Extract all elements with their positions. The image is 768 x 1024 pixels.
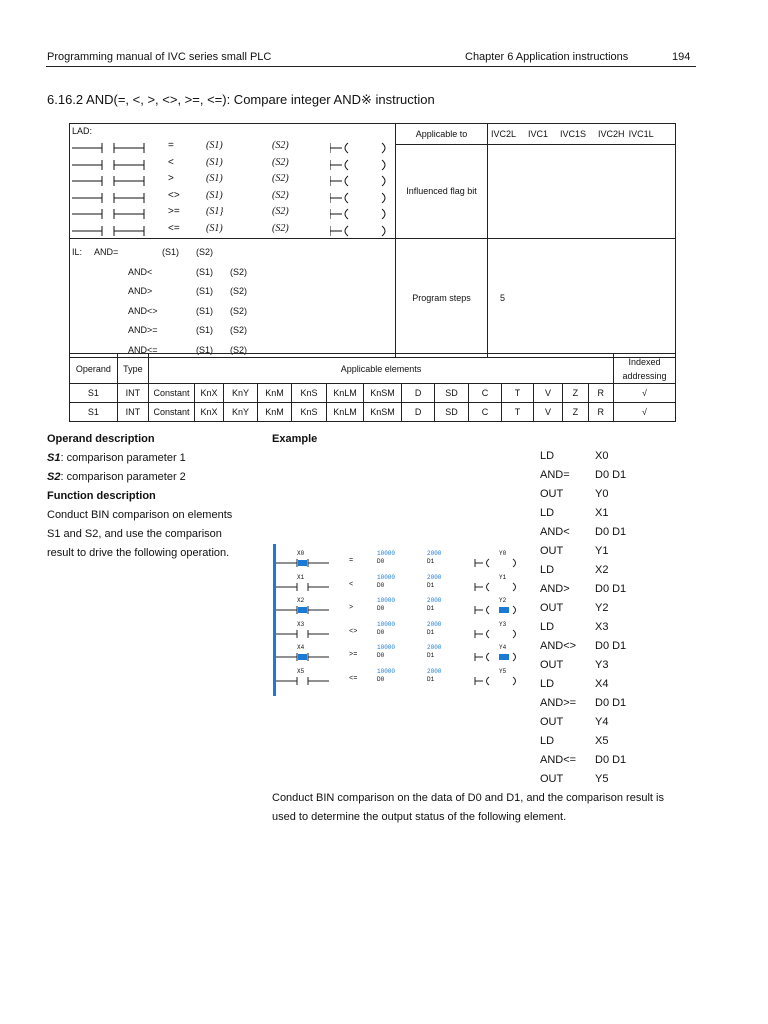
- lad-s1: (S1}: [206, 206, 224, 217]
- operand-row: [70, 403, 676, 422]
- operand-cell: KnLM: [326, 384, 364, 403]
- influenced-flag-label: Influenced flag bit: [396, 144, 488, 238]
- lad-operator: <: [168, 156, 174, 168]
- operand-cell: KnX: [194, 384, 223, 403]
- rung-input-label: X0: [297, 550, 305, 557]
- ladder-example: [273, 544, 533, 699]
- function-description-heading: Function description: [47, 490, 156, 502]
- rung-value-2: 2000: [427, 667, 442, 675]
- rung-device-2: D1: [427, 652, 435, 659]
- s2-description: [47, 468, 186, 487]
- rung-device-2: D1: [427, 628, 435, 636]
- influenced-flag-value: [488, 144, 676, 238]
- il-s1: (S1): [196, 325, 214, 335]
- operand-cell: KnSM: [364, 403, 402, 422]
- instruction-mnemonic: AND>: [540, 583, 570, 595]
- instruction-operand: X0: [595, 450, 609, 462]
- rung-operator: <=: [349, 674, 358, 683]
- rung-device-1: D0: [377, 581, 385, 589]
- il-s1: (S1): [196, 344, 214, 355]
- il-s1: (S1): [196, 305, 214, 316]
- operand-cell: KnY: [224, 403, 257, 422]
- lad-row: [70, 190, 395, 206]
- operand-cell: SD: [435, 384, 468, 403]
- instruction-operand: X4: [595, 678, 609, 690]
- instruction-mnemonic: LD: [540, 507, 555, 519]
- lad-row: [70, 157, 395, 173]
- il-instruction: AND<=: [128, 344, 158, 355]
- rung-value-2: 2000: [427, 620, 442, 628]
- s1-description: [47, 449, 186, 468]
- s2-text: : comparison parameter 2: [60, 471, 186, 483]
- model-ivc1s: IVC1S: [560, 128, 587, 139]
- function-line: result to drive the following operation.: [47, 547, 230, 559]
- rung-operator: =: [349, 557, 354, 565]
- lad-operator: >=: [168, 206, 180, 217]
- applicability-cell: [396, 124, 676, 239]
- rung-device-1: D0: [377, 605, 385, 612]
- lad-s1: (S1): [206, 173, 223, 184]
- instruction-operand: D0 D1: [595, 640, 627, 652]
- lad-s2: (S2): [272, 206, 289, 217]
- il-instruction: AND>: [128, 286, 153, 296]
- elements-header: Applicable elements: [149, 354, 614, 384]
- rung-output-label: Y3: [499, 620, 507, 628]
- rung-device-2: D1: [427, 581, 435, 589]
- instruction-operand: Y2: [595, 602, 609, 614]
- lad-operator: <=: [168, 222, 180, 234]
- program-steps-cell: [396, 239, 676, 358]
- instruction-mnemonic: OUT: [540, 716, 564, 728]
- s1-name: S1: [47, 452, 61, 464]
- lad-operator: >: [168, 173, 174, 184]
- function-line: Conduct BIN comparison on elements: [47, 509, 233, 521]
- ladder-rung: [273, 644, 533, 666]
- lad-s1: (S1): [206, 222, 223, 234]
- indexed-header: Indexed addressing: [613, 354, 675, 384]
- operand-cell: R: [588, 384, 613, 403]
- rung-value-2: 2000: [427, 597, 442, 604]
- instruction-mnemonic: LD: [540, 450, 555, 462]
- model-ivc1l: IVC1L: [628, 128, 654, 139]
- rung-device-1: D0: [377, 628, 385, 636]
- s1-text: : comparison parameter 1: [60, 452, 186, 464]
- rung-graphics: [273, 597, 533, 619]
- rung-output-label: Y1: [499, 573, 507, 581]
- ladder-rung: [273, 621, 533, 643]
- rung-device-2: D1: [427, 558, 435, 565]
- operand-cell: √: [613, 403, 675, 422]
- conclusion-line-1: Conduct BIN comparison on the data of D0 and D1, and the comparison result is: [272, 792, 664, 804]
- rung-input-label: X2: [297, 597, 305, 604]
- lad-operator: <>: [168, 189, 180, 201]
- s2-name: S2: [47, 471, 61, 483]
- rung-value-2: 2000: [427, 550, 442, 557]
- operand-cell: D: [401, 384, 434, 403]
- lad-s2: (S2): [272, 140, 289, 151]
- instruction-mnemonic: OUT: [540, 488, 564, 500]
- operand-cell: Constant: [149, 403, 195, 422]
- il-instruction: AND<: [128, 266, 153, 277]
- ladder-rung: [273, 668, 533, 690]
- operand-cell: S1: [70, 384, 118, 403]
- rung-output-label: Y4: [499, 644, 507, 651]
- operand-cell: KnY: [224, 384, 257, 403]
- lad-cell: [70, 124, 396, 239]
- rung-input-label: X4: [297, 644, 305, 651]
- instruction-mnemonic: AND=: [540, 469, 570, 481]
- lad-s1: (S1): [206, 189, 223, 201]
- operand-cell: R: [588, 403, 613, 422]
- lad-label: LAD:: [72, 126, 93, 136]
- operand-cell: T: [502, 384, 533, 403]
- operand-header: Operand: [70, 354, 118, 384]
- section-title: 6.16.2 AND(=, <, >, <>, >=, <=): Compare integer AND※ instruction: [47, 92, 435, 107]
- coil-symbol: [330, 174, 394, 188]
- lad-s2: (S2): [272, 173, 289, 184]
- function-description-text: [47, 506, 247, 563]
- rung-input-label: X1: [297, 573, 305, 581]
- operand-cell: T: [502, 403, 533, 422]
- rung-value-1: 10000: [377, 573, 396, 581]
- rung-device-2: D1: [427, 675, 435, 683]
- instruction-operand: Y0: [595, 488, 609, 500]
- instruction-mnemonic: OUT: [540, 602, 564, 614]
- il-s2: (S2): [230, 266, 248, 277]
- instruction-operand: D0 D1: [595, 469, 627, 481]
- operand-cell: Z: [563, 403, 588, 422]
- lad-row: [70, 206, 395, 222]
- rung-output-label: Y2: [499, 597, 507, 604]
- il-s2: (S2): [230, 325, 248, 335]
- rung-input-label: X5: [297, 667, 305, 675]
- instruction-operand: Y1: [595, 545, 609, 557]
- il-instruction: AND<>: [128, 305, 158, 316]
- instruction-operand: D0 D1: [595, 583, 627, 595]
- coil-symbol: [330, 158, 394, 172]
- il-s2: (S2): [230, 344, 248, 355]
- operand-cell: INT: [117, 403, 148, 422]
- operand-cell: KnLM: [326, 403, 364, 422]
- header-chapter: Chapter 6 Application instructions: [465, 51, 629, 63]
- il-s2: (S2): [230, 286, 248, 296]
- lad-row: [70, 173, 395, 189]
- operand-cell: KnX: [194, 403, 223, 422]
- header-left: Programming manual of IVC series small PLC: [47, 51, 272, 63]
- rung-graphics: [273, 550, 533, 572]
- rung-output-label: Y5: [499, 667, 507, 675]
- coil-symbol: [330, 224, 394, 238]
- il-instruction: AND>=: [128, 325, 158, 335]
- model-ivc2h: IVC2H: [598, 128, 625, 139]
- il-s2: (S2): [196, 247, 214, 257]
- instruction-mnemonic: OUT: [540, 773, 564, 785]
- ladder-rung: [273, 574, 533, 596]
- model-ivc1: IVC1: [528, 128, 549, 139]
- rung-value-2: 2000: [427, 573, 442, 581]
- instruction-operand: D0 D1: [595, 754, 627, 766]
- instruction-operand: X1: [595, 507, 609, 519]
- lad-s2: (S2): [272, 156, 289, 168]
- operand-cell: C: [468, 384, 501, 403]
- rung-input-label: X3: [297, 620, 305, 628]
- rung-graphics: [273, 644, 533, 666]
- operand-cell: S1: [70, 403, 118, 422]
- operand-cell: √: [613, 384, 675, 403]
- model-ivc2l: IVC2L: [491, 128, 517, 139]
- operand-cell: KnSM: [364, 384, 402, 403]
- rung-value-1: 10000: [377, 597, 396, 604]
- coil-symbol: [330, 141, 394, 155]
- lad-s1: (S1): [206, 140, 223, 151]
- lad-row: [70, 223, 395, 239]
- rung-operator: <: [349, 580, 354, 589]
- example-heading: Example: [272, 433, 318, 445]
- lad-s1: (S1): [206, 156, 223, 168]
- lad-s2: (S2): [272, 189, 289, 201]
- rung-device-1: D0: [377, 558, 385, 565]
- rung-value-1: 10000: [377, 550, 396, 557]
- lad-operator: =: [168, 140, 174, 151]
- lad-row: [70, 140, 395, 156]
- rung-value-1: 10000: [377, 667, 396, 675]
- models-list: [488, 124, 676, 144]
- rung-value-1: 10000: [377, 644, 396, 651]
- coil-symbol: [330, 191, 394, 205]
- instruction-mnemonic: AND<: [540, 526, 570, 538]
- rung-device-1: D0: [377, 652, 385, 659]
- contact-symbol: [72, 207, 182, 221]
- ladder-rung: [273, 550, 533, 572]
- coil-symbol: [330, 207, 394, 221]
- contact-symbol: [72, 224, 182, 238]
- contact-symbol: [72, 158, 182, 172]
- operand-cell: D: [401, 403, 434, 422]
- instruction-operand: Y5: [595, 773, 609, 785]
- rung-device-2: D1: [427, 605, 435, 612]
- instruction-operand: Y4: [595, 716, 609, 728]
- applicable-to-label: Applicable to: [396, 124, 488, 144]
- rung-operator: >=: [349, 651, 358, 659]
- il-s2: (S2): [230, 305, 248, 316]
- operand-cell: INT: [117, 384, 148, 403]
- operand-description-heading: Operand description: [47, 433, 155, 445]
- instruction-mnemonic: OUT: [540, 545, 564, 557]
- ladder-rung: [273, 597, 533, 619]
- instruction-operand: D0 D1: [595, 697, 627, 709]
- operand-cell: Constant: [149, 384, 195, 403]
- instruction-mnemonic: AND<=: [540, 754, 577, 766]
- rung-graphics: [273, 574, 533, 596]
- il-s1: (S1): [196, 286, 214, 296]
- instruction-mnemonic: LD: [540, 621, 555, 633]
- rung-value-1: 10000: [377, 620, 396, 628]
- rung-graphics: [273, 621, 533, 643]
- program-steps-label: Program steps: [396, 239, 488, 357]
- instruction-operand: D0 D1: [595, 526, 627, 538]
- il-label: IL:: [72, 247, 83, 257]
- program-steps-value: 5: [500, 293, 506, 303]
- rung-value-2: 2000: [427, 644, 442, 651]
- operand-cell: C: [468, 403, 501, 422]
- instruction-operand: X5: [595, 735, 609, 747]
- operand-row: [70, 384, 676, 403]
- lad-s2: (S2): [272, 222, 289, 234]
- instruction-operand: X2: [595, 564, 609, 576]
- operand-cell: KnS: [292, 384, 327, 403]
- header-page-number: 194: [672, 51, 691, 63]
- il-instruction: AND=: [94, 247, 119, 257]
- instruction-mnemonic: LD: [540, 678, 555, 690]
- instruction-operand: X3: [595, 621, 609, 633]
- instruction-mnemonic: LD: [540, 564, 555, 576]
- rung-device-1: D0: [377, 675, 385, 683]
- operand-cell: KnS: [292, 403, 327, 422]
- instruction-mnemonic: AND>=: [540, 697, 577, 709]
- rung-graphics: [273, 668, 533, 690]
- rung-output-label: Y0: [499, 550, 507, 557]
- instruction-mnemonic: LD: [540, 735, 555, 747]
- instruction-operand: Y3: [595, 659, 609, 671]
- il-s1: (S1): [196, 266, 214, 277]
- rung-operator: <>: [349, 627, 358, 636]
- operand-cell: KnM: [257, 384, 292, 403]
- operand-cell: Z: [563, 384, 588, 403]
- operand-cell: SD: [435, 403, 468, 422]
- operand-cell: V: [533, 403, 562, 422]
- operand-cell: KnM: [257, 403, 292, 422]
- operand-table: [69, 353, 676, 422]
- header-rule: [46, 66, 696, 67]
- contact-symbol: [72, 174, 182, 188]
- il-cell: [70, 239, 396, 358]
- contact-symbol: [72, 141, 182, 155]
- instruction-mnemonic: AND<>: [540, 640, 577, 652]
- contact-symbol: [72, 191, 182, 205]
- instruction-table: [69, 123, 676, 358]
- instruction-mnemonic: OUT: [540, 659, 564, 671]
- operand-cell: V: [533, 384, 562, 403]
- type-header: Type: [117, 354, 148, 384]
- il-s1: (S1): [162, 247, 180, 257]
- function-line: S1 and S2, and use the comparison: [47, 528, 222, 540]
- conclusion-line-2: used to determine the output status of the following element.: [272, 811, 567, 823]
- rung-operator: >: [349, 604, 354, 612]
